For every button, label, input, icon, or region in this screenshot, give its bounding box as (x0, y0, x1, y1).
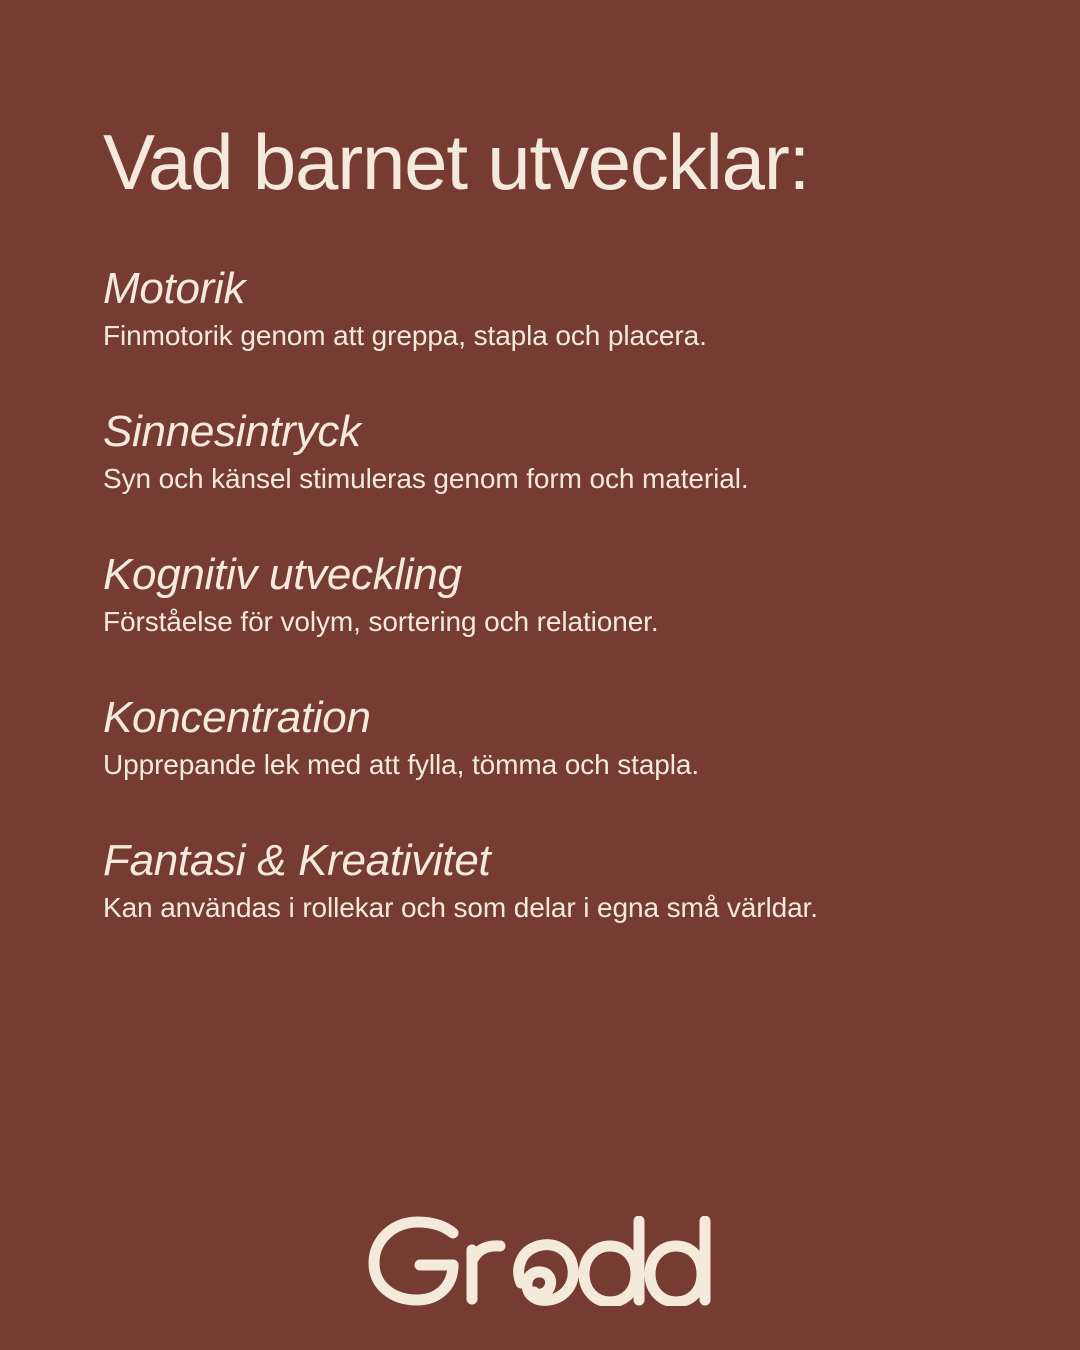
development-list (103, 263, 963, 978)
development-heading: Motorik (103, 264, 246, 313)
grodd-logo (365, 1216, 715, 1306)
development-description: Syn och känsel stimuleras genom form och material. (103, 463, 749, 494)
development-heading: Sinnesintryck (103, 407, 361, 456)
development-description: Upprepande lek med att fylla, tömma och stapla. (103, 749, 700, 780)
development-item-sinnesintryck (103, 406, 963, 549)
grodd-logo-icon (365, 1216, 715, 1306)
development-item-kognitiv-utveckling (103, 549, 963, 692)
development-description: Kan användas i rollekar och som delar i egna små världar. (103, 892, 818, 923)
development-item-koncentration (103, 692, 963, 835)
development-item-fantasi-kreativitet (103, 835, 963, 978)
development-heading: Kognitiv utveckling (103, 550, 462, 599)
development-heading: Fantasi & Kreativitet (103, 836, 491, 885)
development-heading: Koncentration (103, 693, 371, 742)
development-description: Förståelse för volym, sortering och relationer. (103, 606, 659, 637)
development-item-motorik (103, 263, 963, 406)
development-description: Finmotorik genom att greppa, stapla och placera. (103, 320, 707, 351)
page-title: Vad barnet utvecklar: (103, 118, 810, 206)
